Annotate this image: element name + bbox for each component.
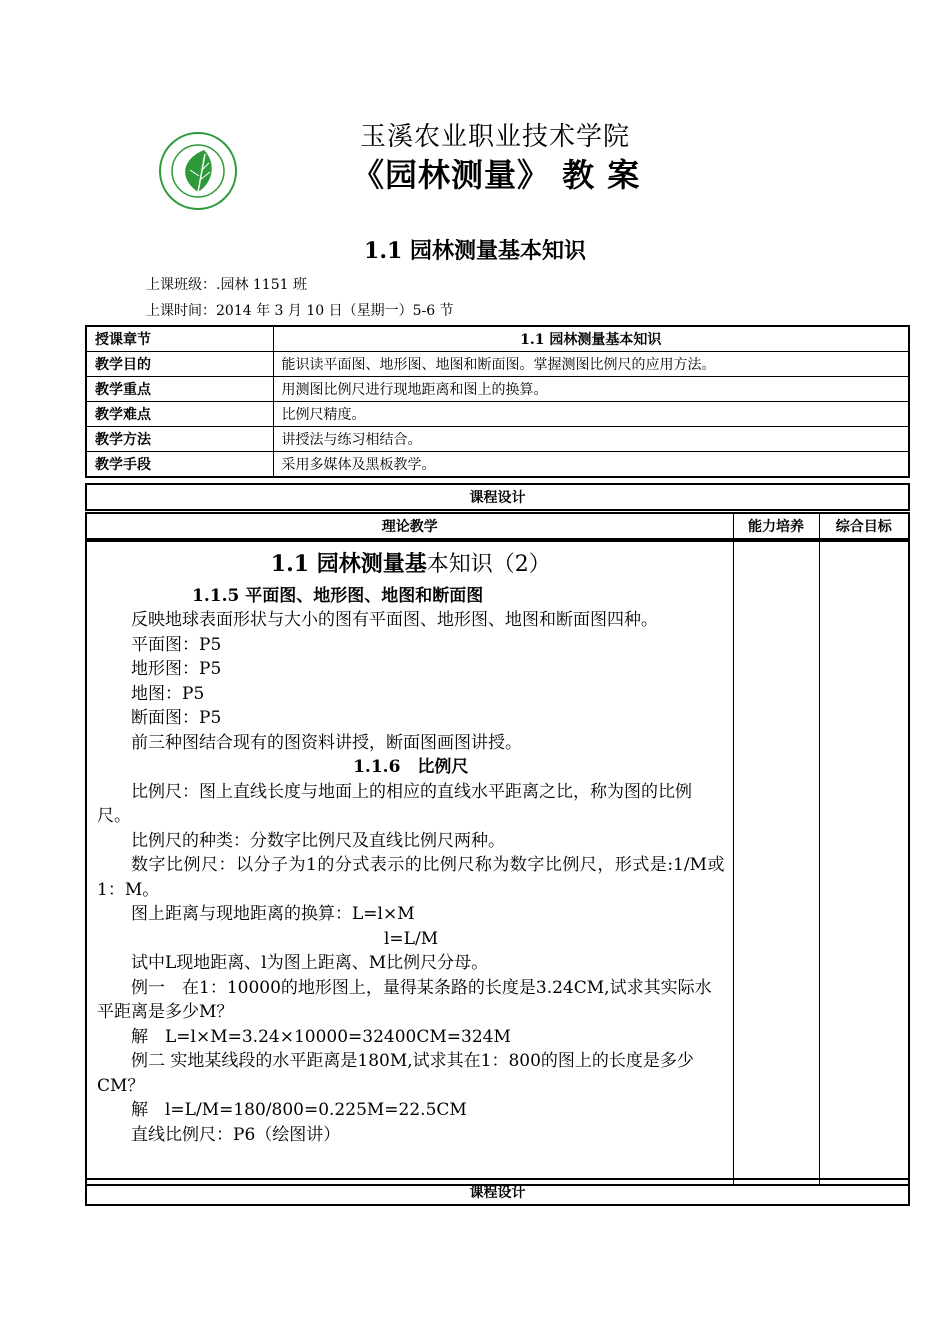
row-label: 教学目的 <box>86 352 273 377</box>
formula: l=L/M <box>384 928 439 949</box>
table-row <box>86 352 909 377</box>
formula: 图上距离与现地距离的换算：L=l×M <box>131 904 415 924</box>
course-design-footer <box>85 1178 910 1206</box>
course-design-label: 课程设计 <box>86 484 909 510</box>
example: 例二 实地某线段的水平距离是180M,试求其在1：800的图上的长度是多少CM？ <box>97 1051 694 1096</box>
row-value: 采用多媒体及黑板教学。 <box>273 452 909 478</box>
school-logo <box>158 130 238 212</box>
paragraph: 地形图：P5 <box>131 659 222 679</box>
row-label: 教学重点 <box>86 377 273 402</box>
solution: 解 L=l×M=3.24×10000=32400CM=324M <box>131 1026 511 1047</box>
section-heading-1-1-6: 1.1.6 比例尺 <box>353 757 469 777</box>
table-row <box>86 326 909 352</box>
ability-cell <box>733 541 819 1185</box>
theory-cell <box>86 541 733 1185</box>
col-goal: 综合目标 <box>819 513 909 539</box>
course-design-header <box>85 483 910 511</box>
column-header-table <box>85 512 910 540</box>
paragraph: 断面图：P5 <box>131 708 222 728</box>
section-heading-1-1-5: 1.1.5 平面图、地形图、地图和断面图 <box>192 585 484 606</box>
row-label: 授课章节 <box>86 326 273 352</box>
paragraph: 数字比例尺：以分子为1的分式表示的比例尺称为数字比例尺，形式是:1/M或1：M。 <box>97 855 725 900</box>
class-line: 上课班级：.园林 1151 班 <box>146 277 307 293</box>
row-label: 教学手段 <box>86 452 273 478</box>
course-design-footer-label: 课程设计 <box>86 1179 909 1205</box>
time-line: 上课时间：2014 年 3 月 10 日（星期一）5-6 节 <box>146 303 454 319</box>
school-name: 玉溪农业职业技术学院 <box>360 122 631 152</box>
solution: 解 l=L/M=180/800=0.225M=22.5CM <box>131 1100 467 1120</box>
row-label: 教学难点 <box>86 402 273 427</box>
col-ability: 能力培养 <box>733 513 819 539</box>
example: 例一 在1：10000的地形图上，量得某条路的长度是3.24CM,试求其实际水平距离是多少M？ <box>97 977 712 1022</box>
lesson-title: 1.1 园林测量基本知识 <box>364 238 586 264</box>
content-table <box>85 540 910 1186</box>
row-value: 能识读平面图、地形图、地图和断面图。掌握测图比例尺的应用方法。 <box>273 352 909 377</box>
table-row <box>86 427 909 452</box>
paragraph: 比例尺的种类：分数字比例尺及直线比例尺两种。 <box>131 830 505 851</box>
row-value: 讲授法与练习相结合。 <box>273 427 909 452</box>
content-heading: 1.1 园林测量基本知识（2） <box>270 551 551 577</box>
row-label: 教学方法 <box>86 427 273 452</box>
table-row <box>86 452 909 478</box>
paragraph: 平面图：P5 <box>131 634 222 655</box>
row-value: 比例尺精度。 <box>273 402 909 427</box>
paragraph: 比例尺：图上直线长度与地面上的相应的直线水平距离之比，称为图的比例尺。 <box>97 781 692 826</box>
table-row <box>86 377 909 402</box>
info-table <box>85 325 910 478</box>
paragraph: 反映地球表面形状与大小的图有平面图、地形图、地图和断面图四种。 <box>131 610 658 630</box>
goal-cell <box>819 541 909 1185</box>
col-theory: 理论教学 <box>86 513 733 539</box>
table-row <box>86 402 909 427</box>
paragraph: 前三种图结合现有的图资料讲授，断面图画图讲授。 <box>131 732 522 753</box>
row-value: 用测图比例尺进行现地距离和图上的换算。 <box>273 377 909 402</box>
row-value: 1.1 园林测量基本知识 <box>273 326 909 352</box>
paragraph: 试中L现地距离、l为图上距离、M比例尺分母。 <box>131 953 489 973</box>
paragraph: 直线比例尺：P6（绘图讲） <box>131 1124 341 1145</box>
doc-title: 《园林测量》 教 案 <box>352 156 641 194</box>
paragraph: 地图：P5 <box>131 683 205 704</box>
